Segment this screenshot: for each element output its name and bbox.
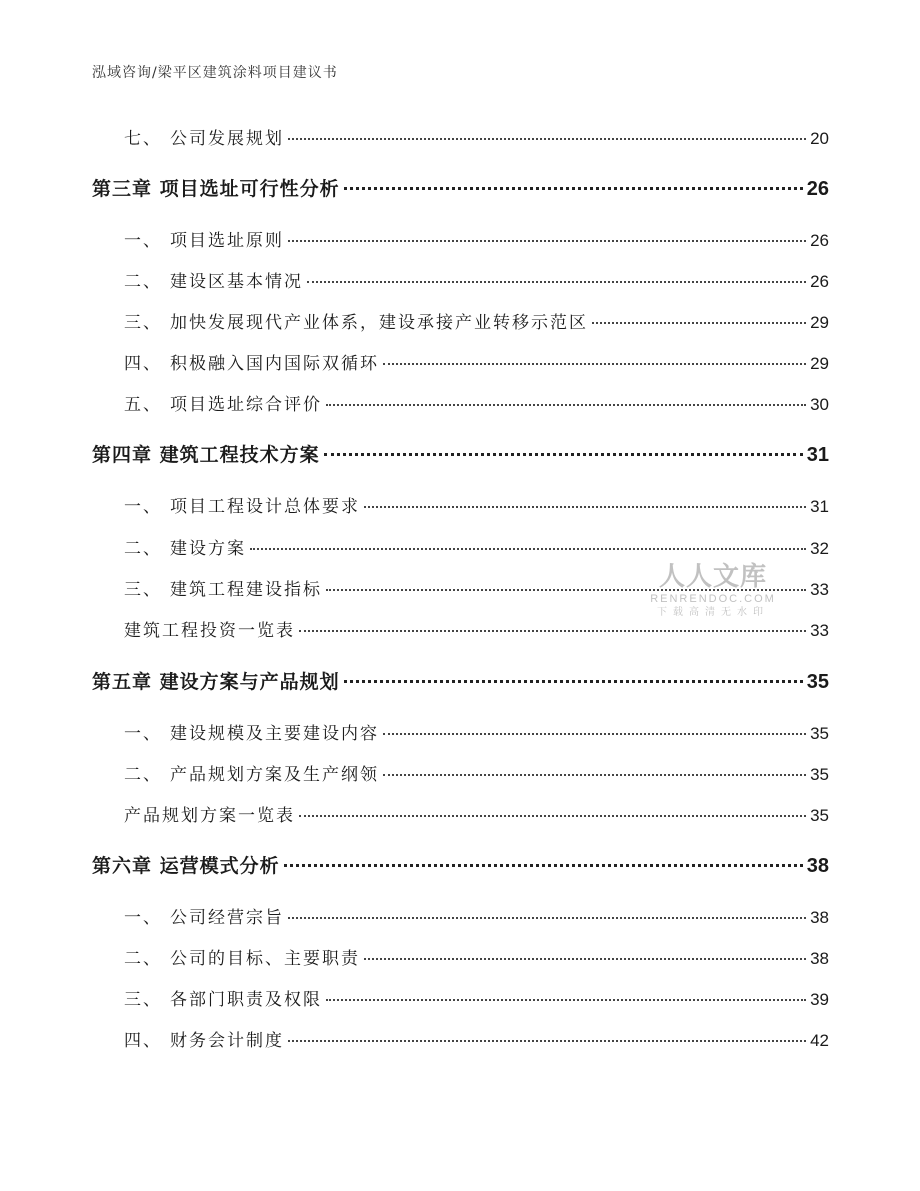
toc-entry[interactable]	[92, 903, 829, 929]
toc-entry-label: 建设区基本情况	[170, 272, 303, 292]
toc-leader-dots	[364, 506, 806, 508]
toc-leader-dots	[250, 548, 806, 550]
toc-chapter-page: 26	[806, 178, 829, 200]
toc-chapter[interactable]	[92, 174, 829, 202]
toc-entry-number: 七、	[124, 129, 162, 149]
toc-leader-dots	[288, 138, 806, 140]
toc-entry-page: 33	[810, 621, 829, 640]
toc-chapter-page: 35	[806, 671, 829, 693]
toc-entry-label: 建设规模及主要建设内容	[170, 724, 379, 744]
toc-leader-dots	[299, 815, 806, 817]
toc-entry-label: 财务会计制度	[170, 1031, 284, 1051]
toc-leader-dots	[307, 281, 806, 283]
toc-leader-dots	[364, 958, 806, 960]
toc-entry-number: 三、	[124, 313, 162, 333]
toc-entry-label: 加快发展现代产业体系，建设承接产业转移示范区	[170, 313, 588, 333]
toc-entry[interactable]	[92, 492, 829, 518]
toc-entry-page: 26	[810, 231, 829, 250]
toc-chapter-label: 第五章 建设方案与产品规划	[92, 671, 340, 693]
toc-entry-page: 42	[810, 1031, 829, 1050]
watermark-title: 人人文库	[658, 562, 767, 592]
toc-entry-page: 20	[810, 129, 829, 148]
toc-entry-number: 二、	[124, 272, 162, 292]
toc-entry[interactable]	[92, 534, 829, 560]
toc-entry-number: 二、	[124, 949, 162, 969]
toc-entry-number: 一、	[124, 724, 162, 744]
toc-entry[interactable]	[92, 944, 829, 970]
toc-leader-dots	[288, 1040, 806, 1042]
toc-leader-dots	[288, 240, 806, 242]
toc-chapter-label: 第四章 建筑工程技术方案	[92, 444, 320, 466]
toc-leader-dots	[344, 680, 803, 683]
toc-entry[interactable]	[92, 349, 829, 375]
toc-leader-dots	[288, 917, 806, 919]
toc-chapter-page: 38	[806, 855, 829, 877]
toc-entry[interactable]	[92, 719, 829, 745]
toc-chapter-page: 31	[806, 444, 829, 466]
toc-entry-label: 公司的目标、主要职责	[170, 949, 360, 969]
toc-leader-dots	[284, 864, 803, 867]
toc-entry[interactable]	[92, 1026, 829, 1052]
toc-leader-dots	[326, 999, 806, 1001]
toc-entry-label: 产品规划方案一览表	[124, 806, 295, 826]
toc-chapter-label: 第三章 项目选址可行性分析	[92, 178, 340, 200]
toc-entry-number: 二、	[124, 539, 162, 559]
watermark	[648, 562, 778, 620]
watermark-tagline: 下载高清无水印	[657, 607, 769, 618]
toc-leader-dots	[383, 774, 806, 776]
toc-leader-dots	[592, 322, 806, 324]
toc-entry-number: 二、	[124, 765, 162, 785]
toc-leader-dots	[383, 733, 806, 735]
toc-entry-label: 项目工程设计总体要求	[170, 497, 360, 517]
toc-entry-page: 26	[810, 272, 829, 291]
toc-entry-page: 39	[810, 990, 829, 1009]
toc-entry-label: 建筑工程建设指标	[170, 580, 322, 600]
page-header: 泓域咨询/梁平区建筑涂料项目建议书	[92, 65, 338, 81]
toc-entry-label: 建设方案	[170, 539, 246, 559]
toc-entry[interactable]	[92, 390, 829, 416]
toc-leader-dots	[324, 453, 803, 456]
toc-entry[interactable]	[92, 308, 829, 334]
toc-entry-number: 一、	[124, 497, 162, 517]
toc-entry-label: 项目选址原则	[170, 231, 284, 251]
toc-entry-number: 一、	[124, 908, 162, 928]
toc-entry-page: 35	[810, 765, 829, 784]
toc-entry[interactable]	[92, 124, 829, 150]
toc-entry-number: 三、	[124, 990, 162, 1010]
toc-entry[interactable]	[92, 267, 829, 293]
toc-entry-page: 29	[810, 313, 829, 332]
toc-entry[interactable]	[92, 226, 829, 252]
toc-leader-dots	[299, 630, 806, 632]
toc-entry-page: 32	[810, 539, 829, 558]
toc-entry-label: 产品规划方案及生产纲领	[170, 765, 379, 785]
toc-entry-page: 35	[810, 724, 829, 743]
toc-entry-page: 30	[810, 395, 829, 414]
toc-entry-label: 各部门职责及权限	[170, 990, 322, 1010]
toc-chapter[interactable]	[92, 667, 829, 695]
toc-entry-number: 三、	[124, 580, 162, 600]
toc-entry-label: 公司经营宗旨	[170, 908, 284, 928]
toc-entry-label: 项目选址综合评价	[170, 395, 322, 415]
toc-entry[interactable]	[92, 760, 829, 786]
watermark-domain: RENRENDOC.COM	[650, 593, 776, 605]
toc-entry-number: 四、	[124, 354, 162, 374]
toc-table-entry[interactable]	[92, 801, 829, 827]
toc-entry-label: 建筑工程投资一览表	[124, 621, 295, 641]
toc-entry-page: 29	[810, 354, 829, 373]
toc-entry-number: 一、	[124, 231, 162, 251]
toc-entry-number: 四、	[124, 1031, 162, 1051]
toc-entry-page: 31	[810, 497, 829, 516]
toc-entry-label: 积极融入国内国际双循环	[170, 354, 379, 374]
toc-chapter[interactable]	[92, 851, 829, 879]
toc-leader-dots	[383, 363, 806, 365]
toc-leader-dots	[326, 404, 806, 406]
toc-entry-page: 38	[810, 949, 829, 968]
toc-leader-dots	[344, 187, 803, 190]
toc-entry-label: 公司发展规划	[170, 129, 284, 149]
toc-entry[interactable]	[92, 985, 829, 1011]
toc-chapter[interactable]	[92, 440, 829, 468]
toc-entry-page: 33	[810, 580, 829, 599]
toc-chapter-label: 第六章 运营模式分析	[92, 855, 280, 877]
toc-entry-number: 五、	[124, 395, 162, 415]
toc-entry-page: 35	[810, 806, 829, 825]
toc-entry-page: 38	[810, 908, 829, 927]
